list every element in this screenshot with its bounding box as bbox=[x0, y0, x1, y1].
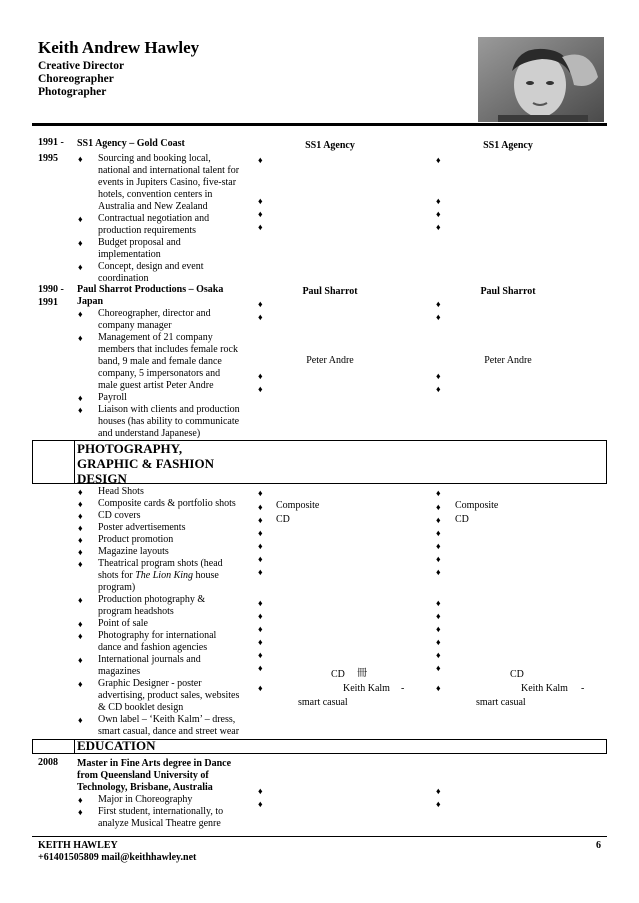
bullet-text: production requirements bbox=[98, 225, 197, 236]
job1-title: SS1 Agency – Gold Coast bbox=[77, 138, 185, 149]
diamond-bullet-icon: ♦ bbox=[78, 807, 83, 817]
job2-title-line2: Japan bbox=[77, 296, 104, 307]
column-diamond-icon: ♦ bbox=[258, 209, 263, 219]
column-diamond-icon: ♦ bbox=[436, 786, 441, 796]
col3-cd: CD bbox=[455, 514, 469, 525]
column-diamond-icon: ♦ bbox=[258, 155, 263, 165]
column-diamond-icon: ♦ bbox=[258, 528, 263, 538]
diamond-bullet-icon: ♦ bbox=[78, 405, 83, 415]
column-diamond-icon: ♦ bbox=[436, 312, 441, 322]
footer-name: KEITH HAWLEY bbox=[38, 840, 118, 851]
diamond-bullet-icon: ♦ bbox=[78, 333, 83, 343]
bullet-text: Contractual negotiation and bbox=[98, 213, 210, 224]
bullet-text: Production photography & bbox=[98, 594, 206, 605]
photography-title-line2: GRAPHIC & FASHION bbox=[77, 456, 214, 471]
diamond-bullet-icon: ♦ bbox=[78, 795, 83, 805]
bullet-item bbox=[78, 486, 258, 498]
col3-cd-2: CD bbox=[510, 669, 524, 680]
bullet-text: Payroll bbox=[98, 392, 127, 403]
bullet-item bbox=[78, 558, 258, 594]
bullet-text: Australia and New Zealand bbox=[98, 201, 208, 212]
column-diamond-icon: ♦ bbox=[258, 299, 263, 309]
job1-col3-heading: SS1 Agency bbox=[483, 140, 533, 151]
diamond-bullet-icon: ♦ bbox=[78, 393, 83, 403]
col2-keith-kalm: Keith Kalm bbox=[343, 683, 390, 694]
bullet-text: Poster advertisements bbox=[98, 522, 186, 533]
bullet-text: analyze Musical Theatre genre bbox=[98, 818, 221, 829]
column-diamond-icon: ♦ bbox=[258, 502, 263, 512]
column-diamond-icon: ♦ bbox=[436, 209, 441, 219]
photography-title-line3: DESIGN bbox=[77, 471, 127, 486]
bullet-text: Magazine layouts bbox=[98, 546, 169, 557]
bullet-text: Point of sale bbox=[98, 618, 148, 629]
column-diamond-icon: ♦ bbox=[436, 567, 441, 577]
bullet-text: Graphic Designer - poster bbox=[98, 678, 202, 689]
bullet-item bbox=[78, 794, 258, 806]
column-diamond-icon: ♦ bbox=[436, 799, 441, 809]
bullet-text: Concept, design and event bbox=[98, 261, 204, 272]
bullet-text: band, 9 male and female dance bbox=[98, 356, 222, 367]
bullet-text: Own label – ‘Keith Kalm’ – dress, bbox=[98, 714, 236, 725]
education-bullet-list bbox=[78, 794, 258, 830]
diamond-bullet-icon: ♦ bbox=[78, 487, 83, 497]
column-diamond-icon: ♦ bbox=[436, 196, 441, 206]
diamond-bullet-icon: ♦ bbox=[78, 214, 83, 224]
bullet-item bbox=[78, 498, 258, 510]
col2-glyph: 冊 bbox=[357, 668, 367, 679]
bullet-item bbox=[78, 237, 258, 261]
diamond-bullet-icon: ♦ bbox=[78, 511, 83, 521]
column-diamond-icon: ♦ bbox=[258, 663, 263, 673]
diamond-bullet-icon: ♦ bbox=[78, 619, 83, 629]
col2-smart-casual: smart casual bbox=[298, 697, 348, 708]
job2-year-start: 1990 - bbox=[38, 284, 64, 295]
job1-year-start: 1991 - bbox=[38, 137, 64, 148]
column-diamond-icon: ♦ bbox=[258, 786, 263, 796]
job2-year-end: 1991 bbox=[38, 297, 58, 308]
role-3: Photographer bbox=[38, 86, 107, 98]
diamond-bullet-icon: ♦ bbox=[78, 679, 83, 689]
bullet-item bbox=[78, 678, 258, 714]
column-diamond-icon: ♦ bbox=[436, 155, 441, 165]
column-diamond-icon: ♦ bbox=[258, 624, 263, 634]
bullet-text: dance and fashion agencies bbox=[98, 642, 208, 653]
column-diamond-icon: ♦ bbox=[436, 371, 441, 381]
role-2: Choreographer bbox=[38, 73, 114, 85]
show-title: The Lion King bbox=[135, 570, 194, 581]
column-diamond-icon: ♦ bbox=[436, 502, 441, 512]
col2-cd-2: CD bbox=[331, 669, 345, 680]
bullet-text: Theatrical program shots (head bbox=[98, 558, 223, 569]
bullet-text: members that includes female rock bbox=[98, 344, 238, 355]
column-diamond-icon: ♦ bbox=[258, 650, 263, 660]
col2-dash: - bbox=[401, 683, 405, 694]
bullet-item bbox=[78, 261, 258, 285]
job1-year-end: 1995 bbox=[38, 153, 58, 164]
bullet-text: houses (has ability to communicate bbox=[98, 416, 240, 427]
bullet-item bbox=[78, 522, 258, 534]
bullet-item bbox=[78, 213, 258, 237]
photography-title-line1: PHOTOGRAPHY, bbox=[77, 441, 183, 456]
bullet-text: Budget proposal and bbox=[98, 237, 181, 248]
diamond-bullet-icon: ♦ bbox=[78, 559, 83, 569]
diamond-bullet-icon: ♦ bbox=[78, 547, 83, 557]
job2-bullet-list bbox=[78, 308, 258, 440]
bullet-item bbox=[78, 332, 258, 392]
column-diamond-icon: ♦ bbox=[436, 299, 441, 309]
photography-bullet-list bbox=[78, 486, 258, 738]
column-diamond-icon: ♦ bbox=[258, 541, 263, 551]
diamond-bullet-icon: ♦ bbox=[78, 238, 83, 248]
diamond-bullet-icon: ♦ bbox=[78, 262, 83, 272]
portrait-photo bbox=[478, 37, 604, 122]
bullet-text: Sourcing and booking local, bbox=[98, 153, 211, 164]
bullet-text: First student, internationally, to bbox=[98, 806, 224, 817]
bullet-text: Management of 21 company bbox=[98, 332, 213, 343]
column-diamond-icon: ♦ bbox=[436, 515, 441, 525]
header-rule bbox=[32, 123, 607, 126]
bullet-text: magazines bbox=[98, 666, 141, 677]
col3-composite: Composite bbox=[455, 500, 499, 511]
column-diamond-icon: ♦ bbox=[258, 371, 263, 381]
col3-keith-kalm: Keith Kalm bbox=[521, 683, 568, 694]
column-diamond-icon: ♦ bbox=[258, 222, 263, 232]
column-diamond-icon: ♦ bbox=[436, 624, 441, 634]
bullet-item bbox=[78, 630, 258, 654]
bullet-item bbox=[78, 404, 258, 440]
column-diamond-icon: ♦ bbox=[436, 528, 441, 538]
column-diamond-icon: ♦ bbox=[436, 554, 441, 564]
job1-col2-heading: SS1 Agency bbox=[305, 140, 355, 151]
education-title: EDUCATION bbox=[77, 738, 156, 753]
bullet-item bbox=[78, 618, 258, 630]
column-diamond-icon: ♦ bbox=[436, 488, 441, 498]
footer-contact: +61401505809 mail@keithhawley.net bbox=[38, 852, 197, 863]
diamond-bullet-icon: ♦ bbox=[78, 655, 83, 665]
bullet-text: & CD booklet design bbox=[98, 702, 184, 713]
bullet-item bbox=[78, 392, 258, 404]
degree-line3: Technology, Brisbane, Australia bbox=[77, 782, 213, 793]
bullet-item bbox=[78, 153, 258, 213]
bullet-text: company, 5 impersonators and bbox=[98, 368, 221, 379]
bullet-text: male guest artist Peter Andre bbox=[98, 380, 214, 391]
column-diamond-icon: ♦ bbox=[258, 611, 263, 621]
column-diamond-icon: ♦ bbox=[436, 663, 441, 673]
degree-line2: from Queensland University of bbox=[77, 770, 209, 781]
diamond-bullet-icon: ♦ bbox=[78, 154, 83, 164]
bullet-text: advertising, product sales, websites bbox=[98, 690, 240, 701]
bullet-text: Liaison with clients and production bbox=[98, 404, 240, 415]
footer-rule bbox=[32, 836, 607, 837]
bullet-text: program) bbox=[98, 582, 136, 593]
bullet-text: smart casual, dance and street wear bbox=[98, 726, 240, 737]
bullet-item bbox=[78, 510, 258, 522]
bullet-text: implementation bbox=[98, 249, 161, 260]
column-diamond-icon: ♦ bbox=[436, 683, 441, 693]
column-diamond-icon: ♦ bbox=[258, 637, 263, 647]
job2-col3-note: Peter Andre bbox=[484, 355, 532, 366]
bullet-item bbox=[78, 714, 258, 738]
bullet-text: International journals and bbox=[98, 654, 201, 665]
footer-page-number: 6 bbox=[596, 840, 601, 851]
column-diamond-icon: ♦ bbox=[258, 515, 263, 525]
bullet-text: and understand Japanese) bbox=[98, 428, 201, 439]
column-diamond-icon: ♦ bbox=[258, 196, 263, 206]
column-diamond-icon: ♦ bbox=[436, 611, 441, 621]
job1-bullet-list bbox=[78, 153, 258, 285]
bullet-text: events in Jupiters Casino, five-star bbox=[98, 177, 237, 188]
bullet-text: program headshots bbox=[98, 606, 174, 617]
column-diamond-icon: ♦ bbox=[258, 567, 263, 577]
column-diamond-icon: ♦ bbox=[436, 384, 441, 394]
column-diamond-icon: ♦ bbox=[436, 598, 441, 608]
job2-title-line1: Paul Sharrot Productions – Osaka bbox=[77, 284, 224, 295]
bullet-text: hotels, convention centers in bbox=[98, 189, 213, 200]
diamond-bullet-icon: ♦ bbox=[78, 499, 83, 509]
bullet-text: shots for The Lion King house bbox=[98, 570, 219, 581]
bullet-item bbox=[78, 806, 258, 830]
col3-dash: - bbox=[581, 683, 585, 694]
diamond-bullet-icon: ♦ bbox=[78, 715, 83, 725]
resume-name: Keith Andrew Hawley bbox=[38, 38, 200, 57]
bullet-text: Major in Choreography bbox=[98, 794, 193, 805]
bullet-text: coordination bbox=[98, 273, 149, 284]
bullet-text: Head Shots bbox=[98, 486, 144, 497]
bullet-text: Photography for international bbox=[98, 630, 217, 641]
column-diamond-icon: ♦ bbox=[436, 541, 441, 551]
diamond-bullet-icon: ♦ bbox=[78, 535, 83, 545]
column-diamond-icon: ♦ bbox=[436, 222, 441, 232]
job2-col2-heading: Paul Sharrot bbox=[302, 286, 358, 297]
col3-smart-casual: smart casual bbox=[476, 697, 526, 708]
bullet-text: company manager bbox=[98, 320, 172, 331]
bullet-item bbox=[78, 534, 258, 546]
col2-composite: Composite bbox=[276, 500, 320, 511]
bullet-text: national and international talent for bbox=[98, 165, 240, 176]
column-diamond-icon: ♦ bbox=[258, 488, 263, 498]
diamond-bullet-icon: ♦ bbox=[78, 523, 83, 533]
column-diamond-icon: ♦ bbox=[258, 554, 263, 564]
column-diamond-icon: ♦ bbox=[436, 650, 441, 660]
job2-col3-heading: Paul Sharrot bbox=[480, 286, 536, 297]
bullet-item bbox=[78, 594, 258, 618]
column-diamond-icon: ♦ bbox=[258, 683, 263, 693]
column-diamond-icon: ♦ bbox=[258, 799, 263, 809]
column-diamond-icon: ♦ bbox=[258, 312, 263, 322]
bullet-text: Product promotion bbox=[98, 534, 174, 545]
portrait-image bbox=[478, 37, 604, 122]
bullet-text: Choreographer, director and bbox=[98, 308, 211, 319]
column-diamond-icon: ♦ bbox=[436, 637, 441, 647]
diamond-bullet-icon: ♦ bbox=[78, 595, 83, 605]
section-divider bbox=[74, 440, 75, 484]
diamond-bullet-icon: ♦ bbox=[78, 309, 83, 319]
diamond-bullet-icon: ♦ bbox=[78, 631, 83, 641]
job2-col2-note: Peter Andre bbox=[306, 355, 354, 366]
bullet-text: Composite cards & portfolio shots bbox=[98, 498, 236, 509]
column-diamond-icon: ♦ bbox=[258, 598, 263, 608]
column-diamond-icon: ♦ bbox=[258, 384, 263, 394]
education-year: 2008 bbox=[38, 757, 58, 768]
bullet-item bbox=[78, 308, 258, 332]
education-divider bbox=[74, 739, 75, 754]
role-1: Creative Director bbox=[38, 60, 125, 72]
col2-cd: CD bbox=[276, 514, 290, 525]
bullet-text: CD covers bbox=[98, 510, 141, 521]
degree-line1: Master in Fine Arts degree in Dance bbox=[77, 758, 232, 769]
bullet-item bbox=[78, 546, 258, 558]
bullet-item bbox=[78, 654, 258, 678]
